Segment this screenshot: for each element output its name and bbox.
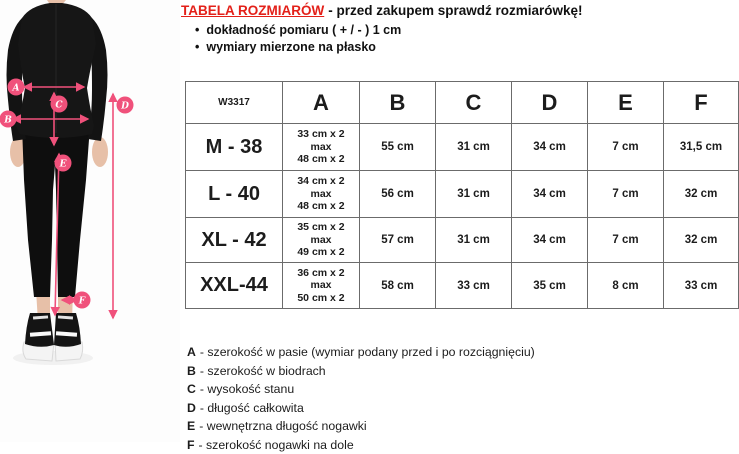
cell-a bbox=[283, 171, 360, 218]
model-photo bbox=[0, 0, 180, 442]
legend-item-d bbox=[187, 399, 727, 418]
cell-f: 32 cm bbox=[664, 171, 739, 218]
cell-c: 31 cm bbox=[436, 171, 512, 218]
cell-d: 34 cm bbox=[512, 218, 588, 263]
table-header-row bbox=[186, 82, 739, 124]
cell-b: 56 cm bbox=[360, 171, 436, 218]
cell-f: 31,5 cm bbox=[664, 124, 739, 171]
table-row bbox=[186, 263, 739, 309]
title-line bbox=[181, 2, 737, 19]
col-header-d: D bbox=[512, 82, 588, 124]
table-row bbox=[186, 218, 739, 263]
legend-desc: - szerokość nogawki na dole bbox=[199, 438, 354, 452]
legend-item-e bbox=[187, 417, 727, 436]
page-title-suffix: - przed zakupem sprawdź rozmiarówkę! bbox=[328, 3, 582, 18]
legend-letter: F bbox=[187, 438, 195, 452]
cell-a-line: max bbox=[283, 234, 359, 247]
size-label: L - 40 bbox=[186, 171, 283, 218]
col-header-a: A bbox=[283, 82, 360, 124]
marker-e-label: E bbox=[59, 160, 67, 170]
measurement-legend bbox=[187, 343, 727, 454]
header bbox=[181, 2, 737, 56]
legend-letter: E bbox=[187, 419, 195, 433]
cell-f: 32 cm bbox=[664, 218, 739, 263]
cell-e: 8 cm bbox=[588, 263, 664, 309]
cell-a-line: 36 cm x 2 bbox=[283, 267, 359, 280]
marker-d-label: D bbox=[120, 102, 129, 112]
right-hand bbox=[92, 137, 108, 167]
bullet-flat-measure: • wymiary mierzone na płasko bbox=[195, 39, 737, 56]
legend-item-a bbox=[187, 343, 727, 362]
model-figure-svg bbox=[0, 0, 180, 442]
col-header-f: F bbox=[664, 82, 739, 124]
cell-a-line: max bbox=[283, 188, 359, 201]
cell-a-line: max bbox=[283, 279, 359, 292]
legend-item-f bbox=[187, 436, 727, 454]
size-label: XL - 42 bbox=[186, 218, 283, 263]
col-header-c: C bbox=[436, 82, 512, 124]
cell-a bbox=[283, 218, 360, 263]
legend-letter: D bbox=[187, 401, 196, 415]
size-label: M - 38 bbox=[186, 124, 283, 171]
cell-e: 7 cm bbox=[588, 171, 664, 218]
cell-d: 34 cm bbox=[512, 171, 588, 218]
size-table bbox=[185, 81, 739, 309]
header-bullets bbox=[181, 22, 737, 56]
marker-b-label: B bbox=[3, 116, 12, 126]
table-row bbox=[186, 171, 739, 218]
cell-b: 55 cm bbox=[360, 124, 436, 171]
legend-letter: A bbox=[187, 345, 196, 359]
cell-c: 33 cm bbox=[436, 263, 512, 309]
legend-item-b bbox=[187, 362, 727, 381]
legend-desc: - wysokość stanu bbox=[200, 382, 294, 396]
cell-a-line: 33 cm x 2 bbox=[283, 128, 359, 141]
marker-a-label: A bbox=[12, 84, 20, 94]
bullet-accuracy: • dokładność pomiaru ( + / - ) 1 cm bbox=[195, 22, 737, 39]
cell-a-line: 35 cm x 2 bbox=[283, 221, 359, 234]
cell-b: 57 cm bbox=[360, 218, 436, 263]
cell-a-line: 49 cm x 2 bbox=[283, 246, 359, 259]
legend-desc: - szerokość w biodrach bbox=[200, 364, 326, 378]
cell-c: 31 cm bbox=[436, 218, 512, 263]
cell-a-line: 50 cm x 2 bbox=[283, 292, 359, 305]
cell-a bbox=[283, 124, 360, 171]
cell-a-line: 48 cm x 2 bbox=[283, 153, 359, 166]
legend-desc: - wewnętrzna długość nogawki bbox=[199, 419, 366, 433]
cell-a bbox=[283, 263, 360, 309]
sneakers bbox=[23, 313, 83, 361]
legend-letter: C bbox=[187, 382, 196, 396]
cell-d: 35 cm bbox=[512, 263, 588, 309]
cell-a-line: max bbox=[283, 141, 359, 154]
cell-a-line: 48 cm x 2 bbox=[283, 200, 359, 213]
legend-desc: - szerokość w pasie (wymiar podany przed i po rozciągnięciu) bbox=[200, 345, 535, 359]
legend-desc: - długość całkowita bbox=[200, 401, 304, 415]
cell-b: 58 cm bbox=[360, 263, 436, 309]
cell-e: 7 cm bbox=[588, 124, 664, 171]
cell-d: 34 cm bbox=[512, 124, 588, 171]
legend-item-c bbox=[187, 380, 727, 399]
product-code: W3317 bbox=[186, 82, 283, 124]
size-label: XXL-44 bbox=[186, 263, 283, 309]
page-title: TABELA ROZMIARÓW bbox=[181, 3, 324, 18]
figure-silhouette bbox=[7, 0, 109, 361]
marker-c-label: C bbox=[55, 101, 63, 111]
cell-a-line: 34 cm x 2 bbox=[283, 175, 359, 188]
legend-letter: B bbox=[187, 364, 196, 378]
col-header-e: E bbox=[588, 82, 664, 124]
cell-c: 31 cm bbox=[436, 124, 512, 171]
marker-f-label: F bbox=[78, 297, 86, 307]
cell-e: 7 cm bbox=[588, 218, 664, 263]
cell-f: 33 cm bbox=[664, 263, 739, 309]
col-header-b: B bbox=[360, 82, 436, 124]
table-row bbox=[186, 124, 739, 171]
